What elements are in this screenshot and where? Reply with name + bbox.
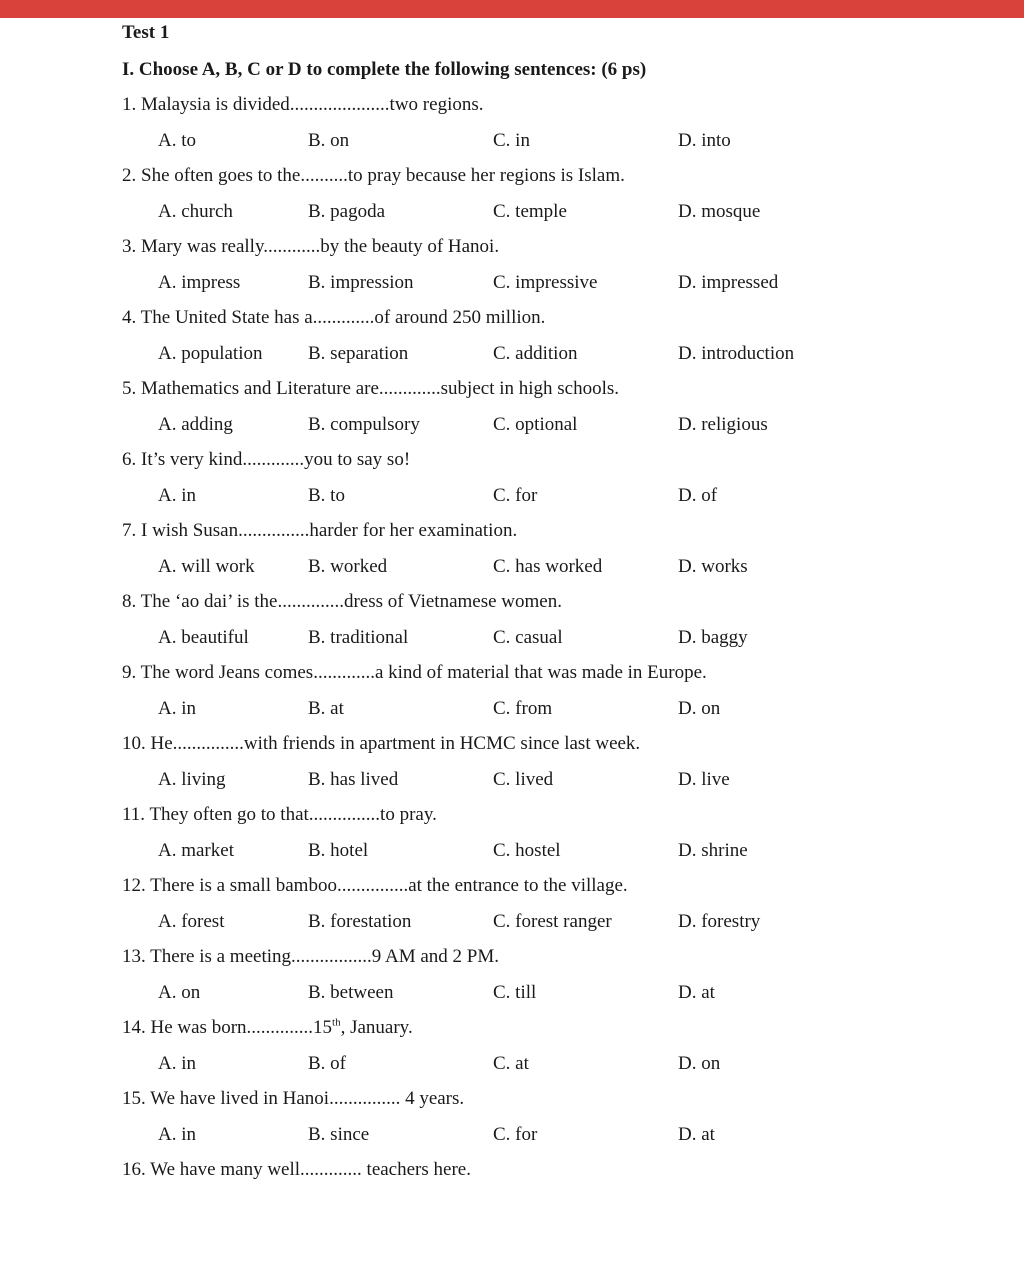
option-a: A. living (158, 769, 226, 790)
option-c: C. lived (493, 769, 554, 790)
option-a: A. in (158, 698, 196, 719)
question-2: 2. She often goes to the..........to pray because her regions is Islam. (122, 165, 625, 186)
question-4-options (122, 341, 1002, 367)
question-4: 4. The United State has a.............of around 250 million. (122, 307, 546, 328)
question-5: 5. Mathematics and Literature are.............subject in high schools. (122, 378, 620, 399)
option-a: A. forest (158, 911, 225, 932)
option-b: B. to (308, 485, 345, 506)
option-d: D. on (678, 698, 721, 719)
option-d: D. religious (678, 414, 768, 435)
question-14-options (122, 1051, 1002, 1077)
option-d: D. mosque (678, 201, 761, 222)
option-b: B. at (308, 698, 344, 719)
option-d: D. shrine (678, 840, 748, 861)
option-a: A. population (158, 343, 263, 364)
option-b: B. compulsory (308, 414, 420, 435)
worksheet-document (122, 20, 1002, 1183)
top-color-bar (0, 0, 1024, 18)
option-a: A. market (158, 840, 234, 861)
section-heading: I. Choose A, B, C or D to complete the following sentences: (6 ps) (122, 59, 647, 80)
option-b: B. has lived (308, 769, 399, 790)
question-13-options (122, 980, 1002, 1006)
option-a: A. to (158, 130, 196, 151)
question-11-options (122, 838, 1002, 864)
question-1-options (122, 128, 1002, 154)
question-8-options (122, 625, 1002, 651)
option-b: B. separation (308, 343, 409, 364)
option-b: B. between (308, 982, 394, 1003)
option-a: A. in (158, 1053, 196, 1074)
question-6-options (122, 483, 1002, 509)
option-b: B. worked (308, 556, 388, 577)
option-c: C. forest ranger (493, 911, 612, 932)
question-8: 8. The ‘ao dai’ is the..............dress of Vietnamese women. (122, 591, 562, 612)
question-6: 6. It’s very kind.............you to say so! (122, 449, 411, 470)
option-a: A. beautiful (158, 627, 249, 648)
option-c: C. for (493, 1124, 538, 1145)
question-2-options (122, 199, 1002, 225)
question-16: 16. We have many well............. teachers here. (122, 1159, 471, 1180)
option-a: A. on (158, 982, 201, 1003)
option-a: A. will work (158, 556, 255, 577)
option-d: D. of (678, 485, 718, 506)
option-c: C. till (493, 982, 537, 1003)
option-c: C. at (493, 1053, 529, 1074)
test-title: Test 1 (122, 22, 170, 43)
option-d: D. at (678, 1124, 715, 1145)
option-b: B. impression (308, 272, 414, 293)
option-d: D. at (678, 982, 715, 1003)
option-b: B. hotel (308, 840, 369, 861)
question-11: 11. They often go to that...............to pray. (122, 804, 437, 825)
option-c: C. optional (493, 414, 578, 435)
option-c: C. temple (493, 201, 567, 222)
question-14-superscript: th (332, 1016, 341, 1029)
option-c: C. for (493, 485, 538, 506)
question-5-options (122, 412, 1002, 438)
question-12-options (122, 909, 1002, 935)
option-d: D. into (678, 130, 731, 151)
question-15-options (122, 1122, 1002, 1148)
option-c: C. in (493, 130, 530, 151)
option-c: C. addition (493, 343, 578, 364)
option-c: C. from (493, 698, 553, 719)
question-12: 12. There is a small bamboo...............at the entrance to the village. (122, 875, 628, 896)
question-7-options (122, 554, 1002, 580)
option-d: D. baggy (678, 627, 748, 648)
question-list (122, 92, 1002, 1183)
option-c: C. casual (493, 627, 563, 648)
question-7: 7. I wish Susan...............harder for her examination. (122, 520, 518, 541)
option-a: A. church (158, 201, 233, 222)
question-14-text-before: 14. He was born..............15 (122, 1017, 333, 1038)
option-d: D. forestry (678, 911, 761, 932)
question-3-options (122, 270, 1002, 296)
option-c: C. has worked (493, 556, 603, 577)
option-a: A. in (158, 1124, 196, 1145)
option-d: D. impressed (678, 272, 779, 293)
question-13: 13. There is a meeting.................9 AM and 2 PM. (122, 946, 499, 967)
option-d: D. works (678, 556, 748, 577)
option-d: D. on (678, 1053, 721, 1074)
option-d: D. introduction (678, 343, 795, 364)
question-14 (122, 1015, 1002, 1041)
option-c: C. impressive (493, 272, 598, 293)
question-15: 15. We have lived in Hanoi............... 4 years. (122, 1088, 465, 1109)
question-10-options (122, 767, 1002, 793)
option-b: B. on (308, 130, 350, 151)
option-c: C. hostel (493, 840, 561, 861)
option-b: B. traditional (308, 627, 409, 648)
question-3: 3. Mary was really............by the beauty of Hanoi. (122, 236, 500, 257)
option-b: B. forestation (308, 911, 412, 932)
option-d: D. live (678, 769, 730, 790)
question-14-text-after: , January. (340, 1017, 413, 1038)
option-a: A. in (158, 485, 196, 506)
option-b: B. pagoda (308, 201, 386, 222)
option-a: A. impress (158, 272, 241, 293)
question-10: 10. He...............with friends in apartment in HCMC since last week. (122, 733, 641, 754)
question-1: 1. Malaysia is divided.....................two regions. (122, 94, 484, 115)
option-a: A. adding (158, 414, 233, 435)
question-9-options (122, 696, 1002, 722)
option-b: B. since (308, 1124, 370, 1145)
question-9: 9. The word Jeans comes.............a kind of material that was made in Europe. (122, 662, 707, 683)
option-b: B. of (308, 1053, 346, 1074)
